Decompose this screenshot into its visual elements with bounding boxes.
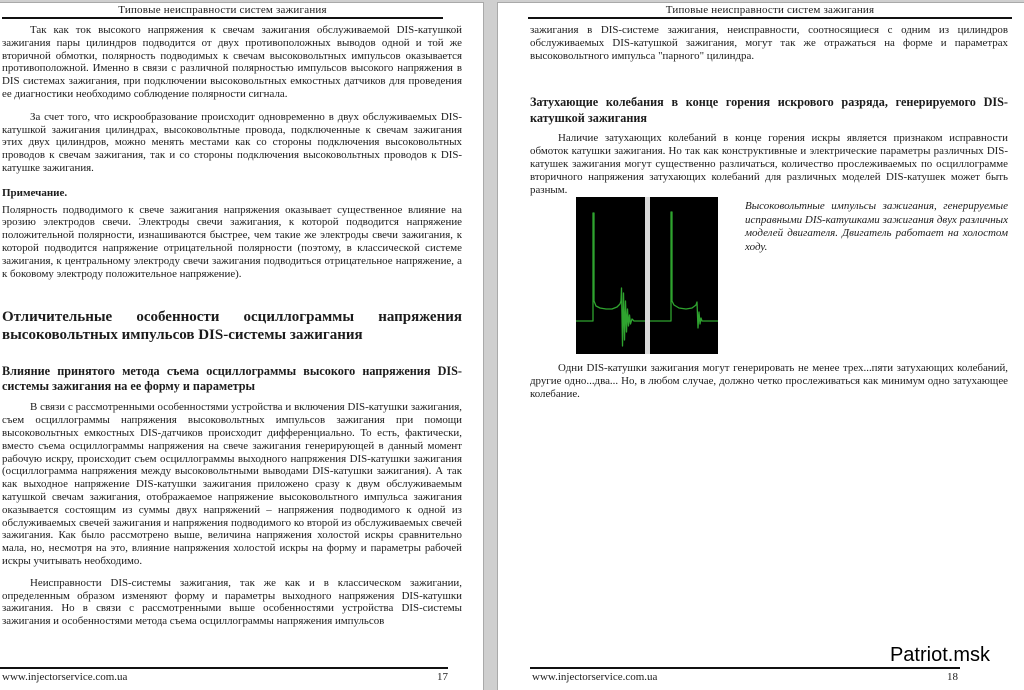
footer-url: www.injectorservice.com.ua [532,671,658,683]
paragraph: В связи с рассмотренными особенностями устройства и включения DIS-катушки зажигания, съем осциллограммы напряжения высоковольтных импульсов зажигания при помощи высоковольтных емкостных DIS-датчиков происходит дифференциально. То есть, фактически, вместо съема осциллограммы напряжения на свече зажигания генерирующей в данный момент рабочую искру, происходит съем осциллограммы выходного напряжения DIS-катушки зажигания (осциллограмма напряжения между высоковольтными выводами DIS-катушки зажигания). А так как выходное напряжение DIS-катушки зажигания приложено сразу к двум обслуживаемым катушкой свечам зажигания, отображаемое напряжение высоковольтного импульса зажигания оказывается состоящим из суммы двух напряжений – напряжения подводимого к одной из обслуживаемых свечей зажигания и напряжения подводимого ко второй из обслуживаемых свечей зажигания. Как было рассмотрено выше, величина напряжения холостой искры сравнительно мала, но, несмотря на это, влияние напряжения холостой искры на форму и параметры рабочей искры учитывать необходимо. [2,401,462,567]
paragraph: За счет того, что искрообразование происходит одновременно в двух обслуживаемых DIS-катушкой зажигания цилиндрах, высоковольтные провода, подключенные к свечам зажигания этих двух цилиндров, можно менять местами как со стороны подключения высоковольтных проводов к свечам зажигания, так и со стороны подключения высоковольтных проводов к DIS-катушке зажигания. [2,110,462,174]
footer-url: www.injectorservice.com.ua [2,671,128,683]
oscillogram-image [576,197,718,354]
figure-caption: Высоковольтные импульсы зажигания, генерируемые исправными DIS-катушками зажигания двух различных моделей двигателя. Двигатель работает на холостом ходу. [745,200,1008,253]
paragraph: Одни DIS-катушки зажигания могут генерировать не менее трех...пяти затухающих колебаний, другие одно...два... Но, в любом случае, должно четко прослеживаться как минимум одно затухающее колебание. [530,362,1008,400]
page-18 [498,3,1024,690]
header-rule [2,17,443,19]
footer [2,671,448,683]
note-heading: Примечание. [2,186,68,199]
page-17 [0,3,483,690]
subsection-heading: Влияние принятого метода съема осциллограммы высокого напряжения DIS-системы зажигания на ее форму и параметры [2,364,462,394]
footer-rule [530,667,960,669]
watermark-text: Patriot.msk [889,644,990,666]
running-header: Типовые неисправности систем зажигания [118,4,327,16]
footer-rule [0,667,448,669]
text-column [530,24,1008,664]
page-number: 17 [437,671,448,683]
section-heading: Затухающие колебания в конце горения искрового разряда, генерируемого DIS-катушкой зажигания [530,95,1008,125]
oscillogram-figure [576,197,1008,354]
section-heading: Отличительные особенности осциллограммы напряжения высоковольтных импульсов DIS-системы зажигания [2,309,462,344]
page-number: 18 [947,671,958,683]
paragraph: Неисправности DIS-системы зажигания, так же как и в классическом зажигании, определенным образом изменяют форму и параметры выходного напряжения DIS-катушки зажигания. Но в связи с рассмотренными выше особенностями устройства DIS-системы зажигания и особенностями метода съема осциллограммы напряжения импульсов [2,576,462,628]
note-paragraph: Полярность подводимого к свече зажигания напряжения оказывает существенное влияние на эрозию электродов свечи. Электроды свечи зажигания, к которой подводится напряжение положительной полярности, изнашиваются быстрее, чем такие же электроды свечи зажигания, к которой подводится напряжение отрицательной полярности (поэтому, в классической системе зажигания, к центральному электроду свечи зажигания подводиться отрицательное напряжение, а к боковому электроду положительное напряжение). [2,203,462,280]
text-column [2,24,462,664]
paragraph: Наличие затухающих колебаний в конце горения искры является признаком исправности обмоток катушки зажигания. Но так как конструктивные и электрические параметры различных DIS-катушек зажигания могут существенно различаться, количество прослеживаемых по осциллограмме вторичного напряжения затухающих колебаний для различных моделей DIS-катушек может быть разным. [530,132,1008,196]
scope-panel-right [650,197,718,354]
scope-panel-left [576,197,645,354]
footer [532,671,958,683]
paragraph: Так как ток высокого напряжения к свечам зажигания обслуживаемой DIS-катушкой зажигания пары цилиндров подводится от двух противоположных выводов одной и той же вторичной обмотки, полярность подводимых к свечам высоковольтных импульсов оказывается противоположной. Именно в связи с различной полярностью импульсов высокого напряжения в DIS системах зажигания, при подключении высоковольтных емкостных датчиков для проведения ее диагностики необходимо соблюдение полярности сигнала. [2,24,462,100]
running-header: Типовые неисправности систем зажигания [665,4,875,16]
paragraph: зажигания в DIS-системе зажигания, неисправности, соотносящиеся с одним из цилиндров обслуживаемых DIS-катушкой зажигания, могут так же отражаться на форме и параметрах высоковольтного импульса "парного" цилиндра. [530,24,1008,62]
header-rule [528,17,1012,19]
